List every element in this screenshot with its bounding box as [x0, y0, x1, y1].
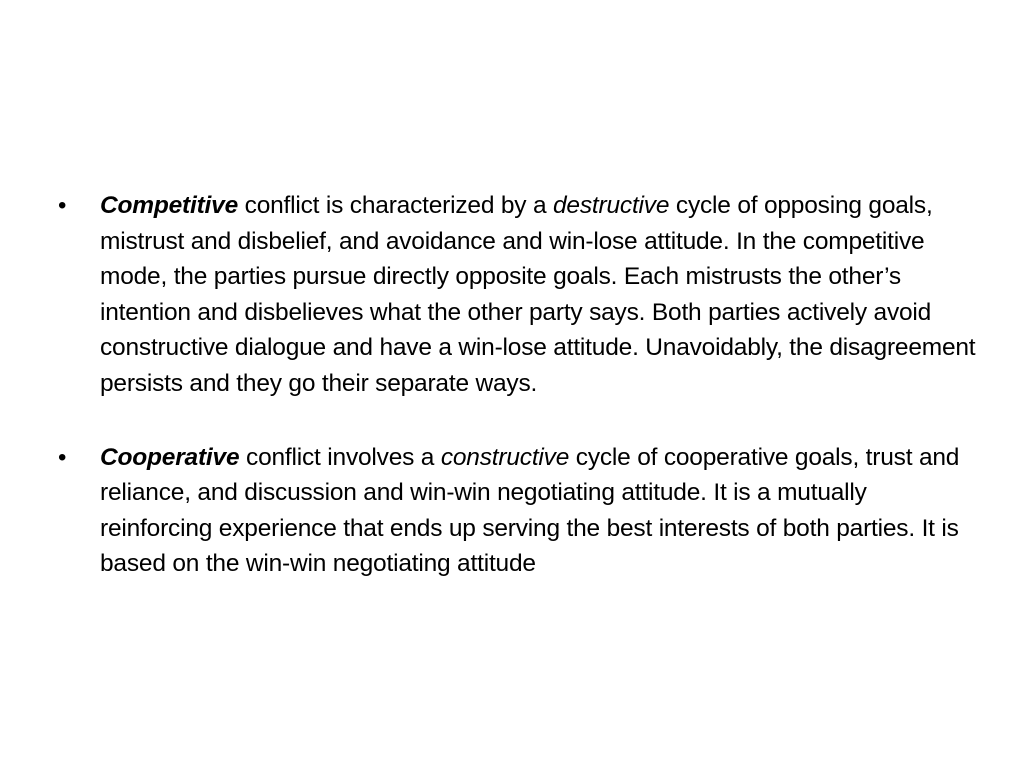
bullet-lead-term: Competitive [100, 192, 239, 219]
bullet-lead-term: Cooperative [100, 443, 240, 471]
bullet-text: cycle of cooperative goals, trust and reliance, and discussion and win-win negotiating attitude. It is a mutually reinforcing experience that ends up serving the best interests of both parties. It is based on the win-win negotiating attitude [100, 443, 960, 578]
bullet-text: conflict involves a [239, 443, 441, 471]
bullet-icon: • [58, 192, 67, 219]
bullet-emphasis: constructive [440, 443, 570, 471]
bullet-text: cycle of opposing goals, mistrust and disbelief, and avoidance and win-lose attitude. In the competitive mode, the parties pursue directly opposite goals. Each mistrusts the other’s intention and disbelieves what the other party says. Both parties actively avoid constructive dialogue and have a win-lose attitude. Unavoidably, the disagreement persists and they go their separate ways. [100, 192, 976, 397]
bullet-text: conflict is characterized by a [238, 192, 553, 219]
bullet-icon: • [58, 443, 67, 471]
bullet-competitive [58, 188, 978, 402]
bullet-list [58, 188, 978, 582]
bullet-emphasis: destructive [553, 192, 670, 219]
bullet-cooperative [58, 440, 978, 582]
